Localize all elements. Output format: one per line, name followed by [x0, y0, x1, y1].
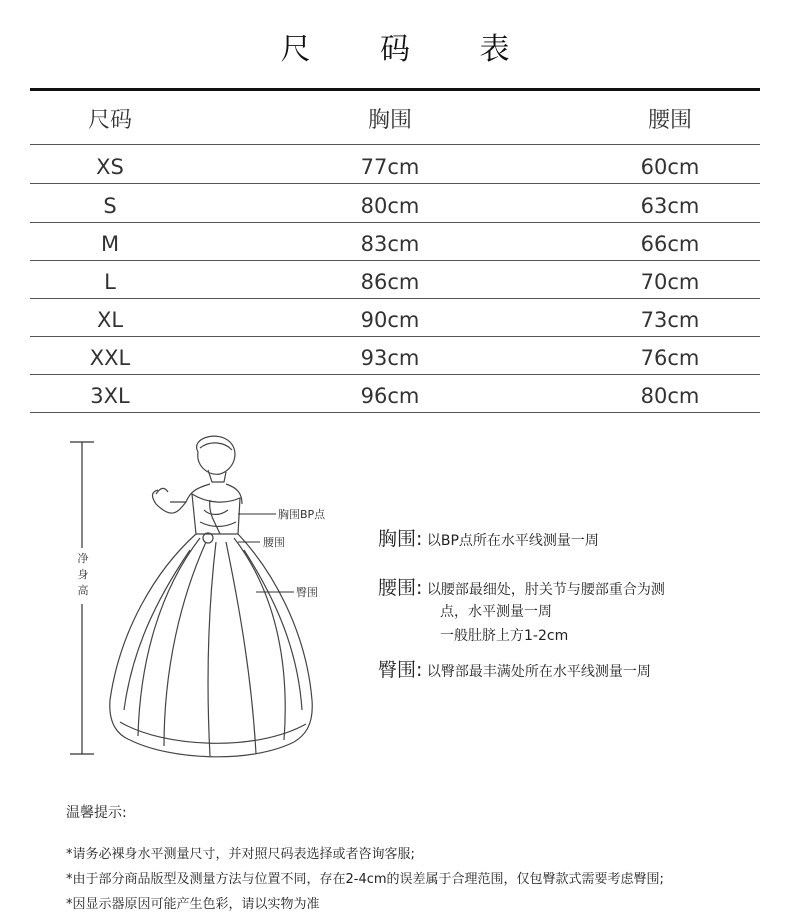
bust-title: 胸围:: [378, 528, 423, 550]
cell-size: M: [100, 232, 120, 256]
table-row: [30, 260, 760, 299]
header-bust: 胸围: [367, 108, 412, 133]
table-header: [30, 91, 760, 145]
cell-size: XXL: [89, 346, 131, 370]
cell-size: S: [103, 194, 117, 218]
page-title: 尺 码 表: [280, 32, 540, 67]
waist-instruction: [378, 576, 665, 602]
table-row: [30, 184, 760, 223]
tip-line-2: *由于部分商品版型及测量方法与位置不同，存在2-4cm的误差属于合理范围，仅包臀款式需要考虑臀围;: [66, 872, 664, 887]
hip-label: 臀围: [296, 586, 318, 599]
cell-bust: 93cm: [360, 346, 420, 370]
cell-bust: 96cm: [360, 384, 420, 408]
height-label-1: 净: [77, 552, 89, 565]
cell-size: XL: [96, 308, 124, 332]
cell-waist: 60cm: [640, 155, 700, 179]
hip-title: 臀围:: [378, 659, 423, 681]
cell-bust: 80cm: [360, 194, 420, 218]
cell-waist: 63cm: [640, 194, 700, 218]
waist-text-1: 以腰部最细处，肘关节与腰部重合为测: [426, 582, 665, 598]
cell-waist: 73cm: [640, 308, 700, 332]
hip-instruction: [378, 658, 651, 684]
header-size: 尺码: [87, 108, 132, 133]
table-row: [30, 145, 760, 184]
cell-waist: 76cm: [640, 346, 700, 370]
tips-heading: 温馨提示:: [66, 805, 127, 821]
cell-bust: 83cm: [360, 232, 420, 256]
waist-text-3: 一般肚脐上方1-2cm: [440, 628, 569, 644]
cell-size: 3XL: [90, 384, 130, 408]
cell-waist: 66cm: [640, 232, 700, 256]
table-row: [30, 374, 760, 413]
bust-instruction: [378, 527, 599, 553]
table-row: [30, 222, 760, 261]
waist-label: 腰围: [263, 536, 285, 549]
hip-text: 以臀部最丰满处所在水平线测量一周: [426, 664, 651, 680]
table-row: [30, 336, 760, 375]
header-waist: 腰围: [647, 108, 692, 133]
bust-bp-label: 胸围BP点: [278, 508, 326, 521]
dress-illustration: [60, 430, 380, 780]
waist-text-2: 点，水平测量一周: [440, 604, 552, 620]
height-label-3: 高: [77, 584, 89, 597]
tip-line-3: *因显示器原因可能产生色彩，请以实物为准: [66, 897, 320, 912]
bust-text: 以BP点所在水平线测量一周: [426, 533, 599, 549]
cell-bust: 90cm: [360, 308, 420, 332]
cell-size: L: [104, 270, 116, 294]
cell-size: XS: [96, 155, 124, 179]
table-row: [30, 298, 760, 337]
cell-bust: 77cm: [360, 155, 420, 179]
cell-bust: 86cm: [360, 270, 420, 294]
tip-line-1: *请务必裸身水平测量尺寸，并对照尺码表选择或者咨询客服;: [66, 847, 415, 862]
cell-waist: 80cm: [640, 384, 700, 408]
cell-waist: 70cm: [640, 270, 700, 294]
waist-title: 腰围:: [378, 577, 423, 599]
height-label-2: 身: [77, 568, 89, 581]
